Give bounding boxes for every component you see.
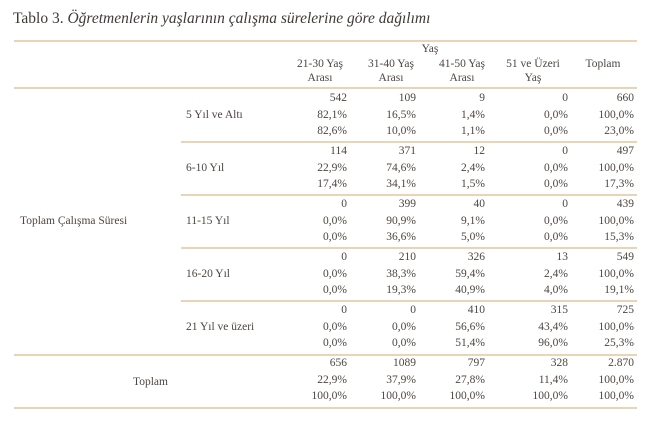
table-cell: 100,0% <box>598 373 634 386</box>
table-cell: 497 <box>616 145 634 157</box>
table-cell: 656 <box>329 357 347 369</box>
table-cell: 22,9% <box>317 161 347 174</box>
table-cell: 13 <box>556 251 568 263</box>
table-cell: 43,4% <box>538 320 568 333</box>
table-cell: 410 <box>467 304 485 316</box>
table-cell: 109 <box>398 92 416 104</box>
table-cell: 17,3% <box>604 178 634 190</box>
table-cell: 23,0% <box>604 125 634 137</box>
table-cell: 328 <box>550 357 568 369</box>
total-label: Toplam <box>133 376 168 388</box>
group-label: 11-15 Yıl <box>186 215 230 227</box>
table-cell: 11,4% <box>538 373 568 386</box>
table-cell: 371 <box>398 145 416 157</box>
table-cell: 0 <box>341 304 347 316</box>
table-cell: 100,0% <box>449 390 485 402</box>
table-cell: 100,0% <box>598 214 634 227</box>
table-cell: 549 <box>616 251 634 263</box>
table-cell: 542 <box>329 92 347 104</box>
column-header-5-line1: Toplam <box>585 58 621 70</box>
table-cell: 0,0% <box>392 337 416 349</box>
table-cell: 0 <box>341 251 347 263</box>
table-cell: 82,6% <box>317 125 347 137</box>
table-cell: 1,5% <box>461 178 485 190</box>
column-header-4-line1: 51 ve Üzeri <box>506 58 560 70</box>
caption-title: Öğretmenlerin yaşlarının çalışma sürelerine göre dağılımı <box>67 10 431 27</box>
column-header-1-line2: Arası <box>307 72 333 84</box>
table-cell: 22,9% <box>317 373 347 386</box>
bottom-rule <box>14 407 637 409</box>
table-cell: 36,6% <box>386 231 416 243</box>
table-cell: 56,6% <box>455 320 485 333</box>
table-cell: 82,1% <box>317 108 347 121</box>
table-cell: 725 <box>616 304 634 316</box>
table-cell: 19,1% <box>604 284 634 296</box>
table-cell: 2,4% <box>544 267 568 280</box>
table-cell: 40 <box>473 198 485 210</box>
table-cell: 0 <box>341 198 347 210</box>
column-header-4-line2: Yaş <box>524 72 542 84</box>
table-cell: 1089 <box>393 357 416 369</box>
table-cell: 5,0% <box>461 231 485 243</box>
group-label: 16-20 Yıl <box>186 268 230 280</box>
table-cell: 100,0% <box>598 267 634 280</box>
table-cell: 59,4% <box>455 267 485 280</box>
caption-prefix: Tablo 3. <box>13 10 68 27</box>
table-cell: 25,3% <box>604 337 634 349</box>
table-cell: 315 <box>550 304 568 316</box>
table-cell: 51,4% <box>455 337 485 349</box>
table-cell: 399 <box>398 198 416 210</box>
table-cell: 15,3% <box>604 231 634 243</box>
table-cell: 16,5% <box>386 108 416 121</box>
table-caption <box>13 10 430 28</box>
group-label: 5 Yıl ve Altı <box>186 109 243 121</box>
table-cell: 17,4% <box>317 178 347 190</box>
table-cell: 100,0% <box>380 390 416 402</box>
table-cell: 0,0% <box>323 267 347 280</box>
table-cell: 114 <box>330 145 347 157</box>
table-cell: 0,0% <box>323 284 347 296</box>
table-cell: 0,0% <box>544 178 568 190</box>
table-cell: 0 <box>562 198 568 210</box>
table-cell: 0,0% <box>544 125 568 137</box>
table-cell: 0,0% <box>544 214 568 227</box>
table-cell: 439 <box>616 198 634 210</box>
row-group-label: Toplam Çalışma Süresi <box>20 215 128 227</box>
table-cell: 4,0% <box>544 284 568 296</box>
group-separator <box>181 194 637 196</box>
table-cell: 100,0% <box>311 390 347 402</box>
table-cell: 100,0% <box>532 390 568 402</box>
table-cell: 37,9% <box>386 373 416 386</box>
table-cell: 90,9% <box>386 214 416 227</box>
column-header-3-line2: Arası <box>449 72 475 84</box>
table-cell: 96,0% <box>538 337 568 349</box>
table-cell: 797 <box>467 357 485 369</box>
column-header-3-line1: 41-50 Yaş <box>438 58 485 70</box>
table-cell: 660 <box>616 92 634 104</box>
table-cell: 100,0% <box>598 320 634 333</box>
table-cell: 0 <box>410 304 416 316</box>
column-header-2-line2: Arası <box>378 72 404 84</box>
table-cell: 34,1% <box>386 178 416 190</box>
table-cell: 9,1% <box>461 214 485 227</box>
group-separator <box>181 300 637 302</box>
header-rule <box>14 87 637 89</box>
table-cell: 0,0% <box>323 337 347 349</box>
table-cell: 1,4% <box>461 108 485 121</box>
table-cell: 0,0% <box>544 231 568 243</box>
table-cell: 0 <box>562 145 568 157</box>
table-cell: 38,3% <box>386 267 416 280</box>
group-label: 6-10 Yıl <box>186 162 225 174</box>
table-cell: 0,0% <box>323 231 347 243</box>
table-cell: 100,0% <box>598 390 634 402</box>
column-header-2-line1: 31-40 Yaş <box>367 58 414 70</box>
table-cell: 19,3% <box>386 284 416 296</box>
top-rule <box>14 40 637 42</box>
table-cell: 12 <box>473 145 485 157</box>
table-cell: 10,0% <box>386 125 416 137</box>
group-label: 21 Yıl ve üzeri <box>186 321 255 333</box>
header-group-label: Yaş <box>421 43 439 55</box>
table-cell: 100,0% <box>598 108 634 121</box>
table-cell: 40,9% <box>455 284 485 296</box>
group-separator <box>181 141 637 143</box>
table-cell: 2,4% <box>461 161 485 174</box>
table-cell: 74,6% <box>386 161 416 174</box>
column-header-1-line1: 21-30 Yaş <box>296 58 343 70</box>
table-cell: 0,0% <box>544 161 568 174</box>
table-cell: 0,0% <box>323 320 347 333</box>
table-cell: 1,1% <box>461 125 485 137</box>
table-cell: 210 <box>398 251 416 263</box>
table-cell: 0,0% <box>323 214 347 227</box>
table-cell: 9 <box>479 92 485 104</box>
table-cell: 0,0% <box>392 320 416 333</box>
table-cell: 326 <box>467 251 485 263</box>
table-cell: 27,8% <box>455 373 485 386</box>
table-cell: 100,0% <box>598 161 634 174</box>
group-separator <box>181 247 637 249</box>
table-cell: 0 <box>562 92 568 104</box>
table-cell: 0,0% <box>544 108 568 121</box>
table-cell: 2.870 <box>608 357 634 369</box>
